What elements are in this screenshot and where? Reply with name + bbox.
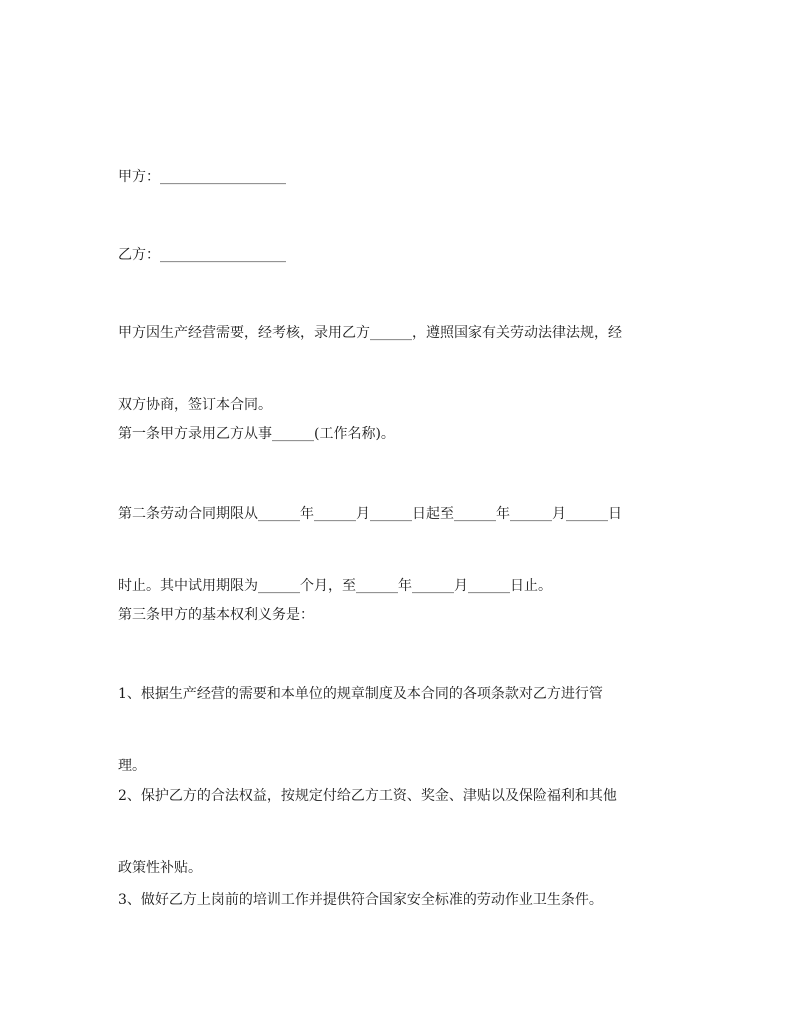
- party-b-text: 乙方：__________________: [118, 247, 286, 263]
- item-3-text: 3、做好乙方上岗前的培训工作并提供符合国家安全标准的劳动作业卫生条件。: [118, 892, 603, 908]
- article-3-text: 第三条甲方的基本权利义务是：: [118, 607, 314, 623]
- party-a-text: 甲方：__________________: [118, 169, 286, 185]
- intro-line: 双方协商，签订本合同。: [118, 397, 272, 413]
- item-2-line: 政策性补贴。: [118, 860, 202, 876]
- intro-line: 甲方因生产经营需要，经考核，录用乙方______，遵照国家有关劳动法律法规，经: [118, 325, 622, 341]
- article-1-text: 第一条甲方录用乙方从事______(工作名称)。: [118, 426, 395, 442]
- item-1-line: 1、根据生产经营的需要和本单位的规章制度及本合同的各项条款对乙方进行管: [118, 686, 603, 702]
- item-3-paragraph: [118, 840, 688, 960]
- item-1-line: 理。: [118, 758, 146, 774]
- article-2-line: 时止。其中试用期限为______个月，至______年______月______日止。: [118, 578, 552, 594]
- article-2-line: 第二条劳动合同期限从______年______月______日起至______年______月______日: [118, 506, 622, 522]
- item-2-line: 2、保护乙方的合法权益，按规定付给乙方工资、奖金、津贴以及保险福利和其他: [118, 788, 617, 804]
